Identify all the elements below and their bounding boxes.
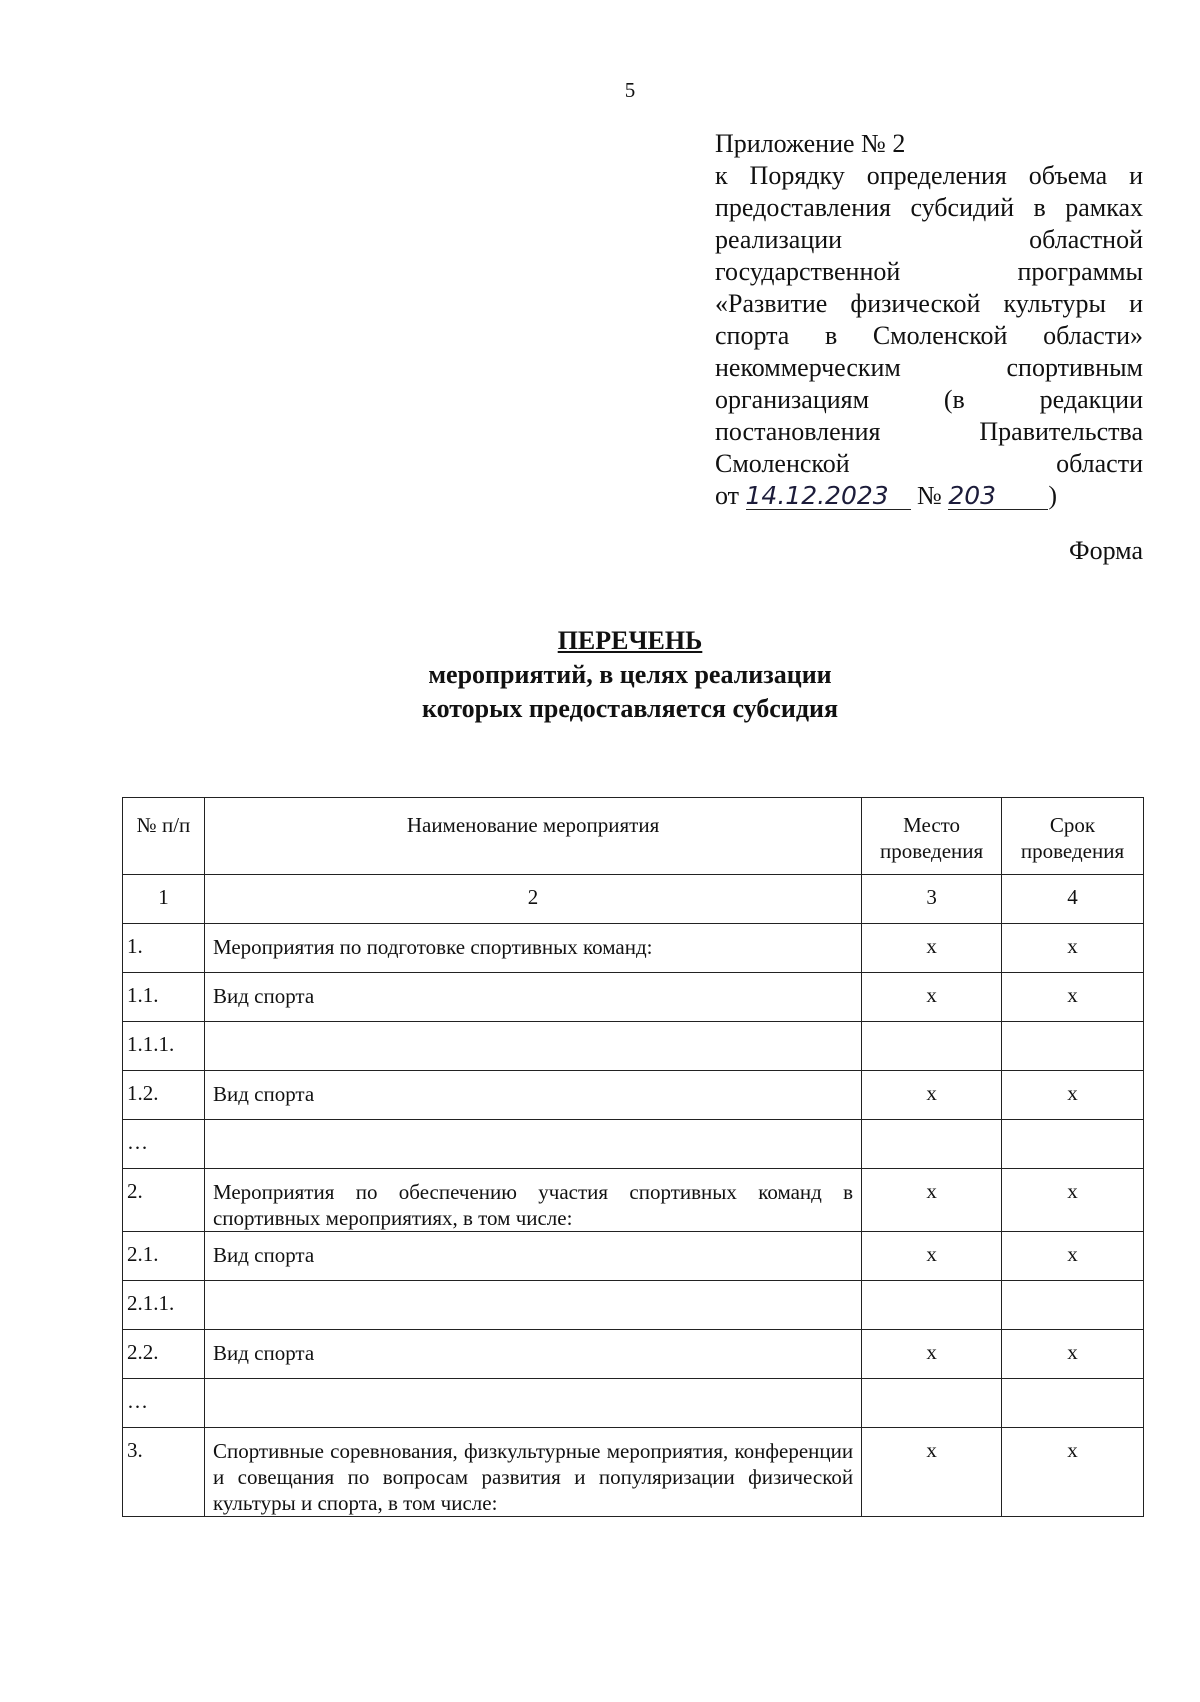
date-prefix: от [715, 481, 740, 510]
row-name: Мероприятия по подготовке спортивных команд: [204, 924, 861, 973]
row-place [862, 1120, 1002, 1169]
row-place: x [862, 1232, 1002, 1281]
closing-paren: ) [1048, 481, 1058, 510]
row-number: 2. [123, 1169, 205, 1232]
appendix-line: «Развитие физической культуры и [715, 289, 1143, 318]
row-number: … [123, 1120, 205, 1169]
row-number: 1.1. [123, 973, 205, 1022]
header-number: № п/п [123, 798, 205, 875]
row-term: x [1002, 1169, 1144, 1232]
table-row [123, 1428, 1144, 1517]
table-row [123, 973, 1144, 1022]
row-place: x [862, 924, 1002, 973]
appendix-line: Смоленской области [715, 449, 1143, 478]
header-place: Место проведения [862, 798, 1002, 875]
row-name [204, 1281, 861, 1330]
row-name: Вид спорта [204, 1330, 861, 1379]
row-number: 1. [123, 924, 205, 973]
row-place: x [862, 1330, 1002, 1379]
appendix-line: некоммерческим спортивным [715, 353, 1143, 382]
row-term: x [1002, 1071, 1144, 1120]
row-place [862, 1281, 1002, 1330]
appendix-line: постановления Правительства [715, 417, 1143, 446]
row-name: Спортивные соревнования, физкультурные мероприятия, конференции и совещания по вопросам развития и популяризации физической культуры и спорта, в том числе: [204, 1428, 861, 1517]
table-row [123, 1169, 1144, 1232]
row-number: 3. [123, 1428, 205, 1517]
form-label: Форма [1069, 536, 1143, 565]
column-index: 1 [123, 875, 205, 924]
row-number: 2.2. [123, 1330, 205, 1379]
column-index: 2 [204, 875, 861, 924]
appendix-date-line [715, 480, 1143, 512]
row-name [204, 1379, 861, 1428]
row-term: x [1002, 1330, 1144, 1379]
handwritten-number: 203 [948, 483, 1048, 510]
table-row [123, 1232, 1144, 1281]
appendix-line: спорта в Смоленской области» [715, 321, 1143, 350]
title-main: ПЕРЕЧЕНЬ [557, 626, 703, 655]
row-place: x [862, 1428, 1002, 1517]
row-term: x [1002, 1428, 1144, 1517]
row-name: Мероприятия по обеспечению участия спортивных команд в спортивных мероприятиях, в том числе: [204, 1169, 861, 1232]
column-index: 4 [1002, 875, 1144, 924]
row-term [1002, 1379, 1144, 1428]
appendix-line: организациям (в редакции [715, 385, 1143, 414]
column-index: 3 [862, 875, 1002, 924]
row-name: Вид спорта [204, 1071, 861, 1120]
appendix-header [715, 128, 1143, 512]
row-number: 1.2. [123, 1071, 205, 1120]
row-name: Вид спорта [204, 1232, 861, 1281]
title-line: которых предоставляется субсидия [421, 694, 839, 723]
header-name: Наименование мероприятия [204, 798, 861, 875]
header-term: Срок проведения [1002, 798, 1144, 875]
row-name: Вид спорта [204, 973, 861, 1022]
row-term: x [1002, 1232, 1144, 1281]
appendix-line: предоставления субсидий в рамках [715, 193, 1143, 222]
row-number: … [123, 1379, 205, 1428]
row-place [862, 1379, 1002, 1428]
table-row [123, 1379, 1144, 1428]
events-table [122, 797, 1144, 1517]
row-number: 1.1.1. [123, 1022, 205, 1071]
row-place [862, 1022, 1002, 1071]
row-place: x [862, 1071, 1002, 1120]
appendix-line: государственной программы [715, 257, 1143, 286]
row-term [1002, 1281, 1144, 1330]
row-name [204, 1022, 861, 1071]
page-number: 5 [624, 78, 636, 102]
number-sign: № [917, 481, 942, 510]
row-place: x [862, 1169, 1002, 1232]
table-row [123, 1281, 1144, 1330]
row-number: 2.1.1. [123, 1281, 205, 1330]
row-term [1002, 1022, 1144, 1071]
handwritten-date: 14.12.2023 [746, 483, 911, 510]
row-number: 2.1. [123, 1232, 205, 1281]
row-term: x [1002, 924, 1144, 973]
row-name [204, 1120, 861, 1169]
column-index-row [123, 875, 1144, 924]
table-row [123, 1120, 1144, 1169]
row-term: x [1002, 973, 1144, 1022]
table-row [123, 924, 1144, 973]
row-place: x [862, 973, 1002, 1022]
table-row [123, 1330, 1144, 1379]
table-row [123, 1022, 1144, 1071]
appendix-line: Приложение № 2 [715, 129, 906, 158]
document-title [330, 624, 930, 726]
appendix-line: к Порядку определения объема и [715, 161, 1143, 190]
row-term [1002, 1120, 1144, 1169]
appendix-line: реализации областной [715, 225, 1143, 254]
table-header-row [123, 798, 1144, 875]
table-row [123, 1071, 1144, 1120]
title-line: мероприятий, в целях реализации [428, 660, 832, 689]
